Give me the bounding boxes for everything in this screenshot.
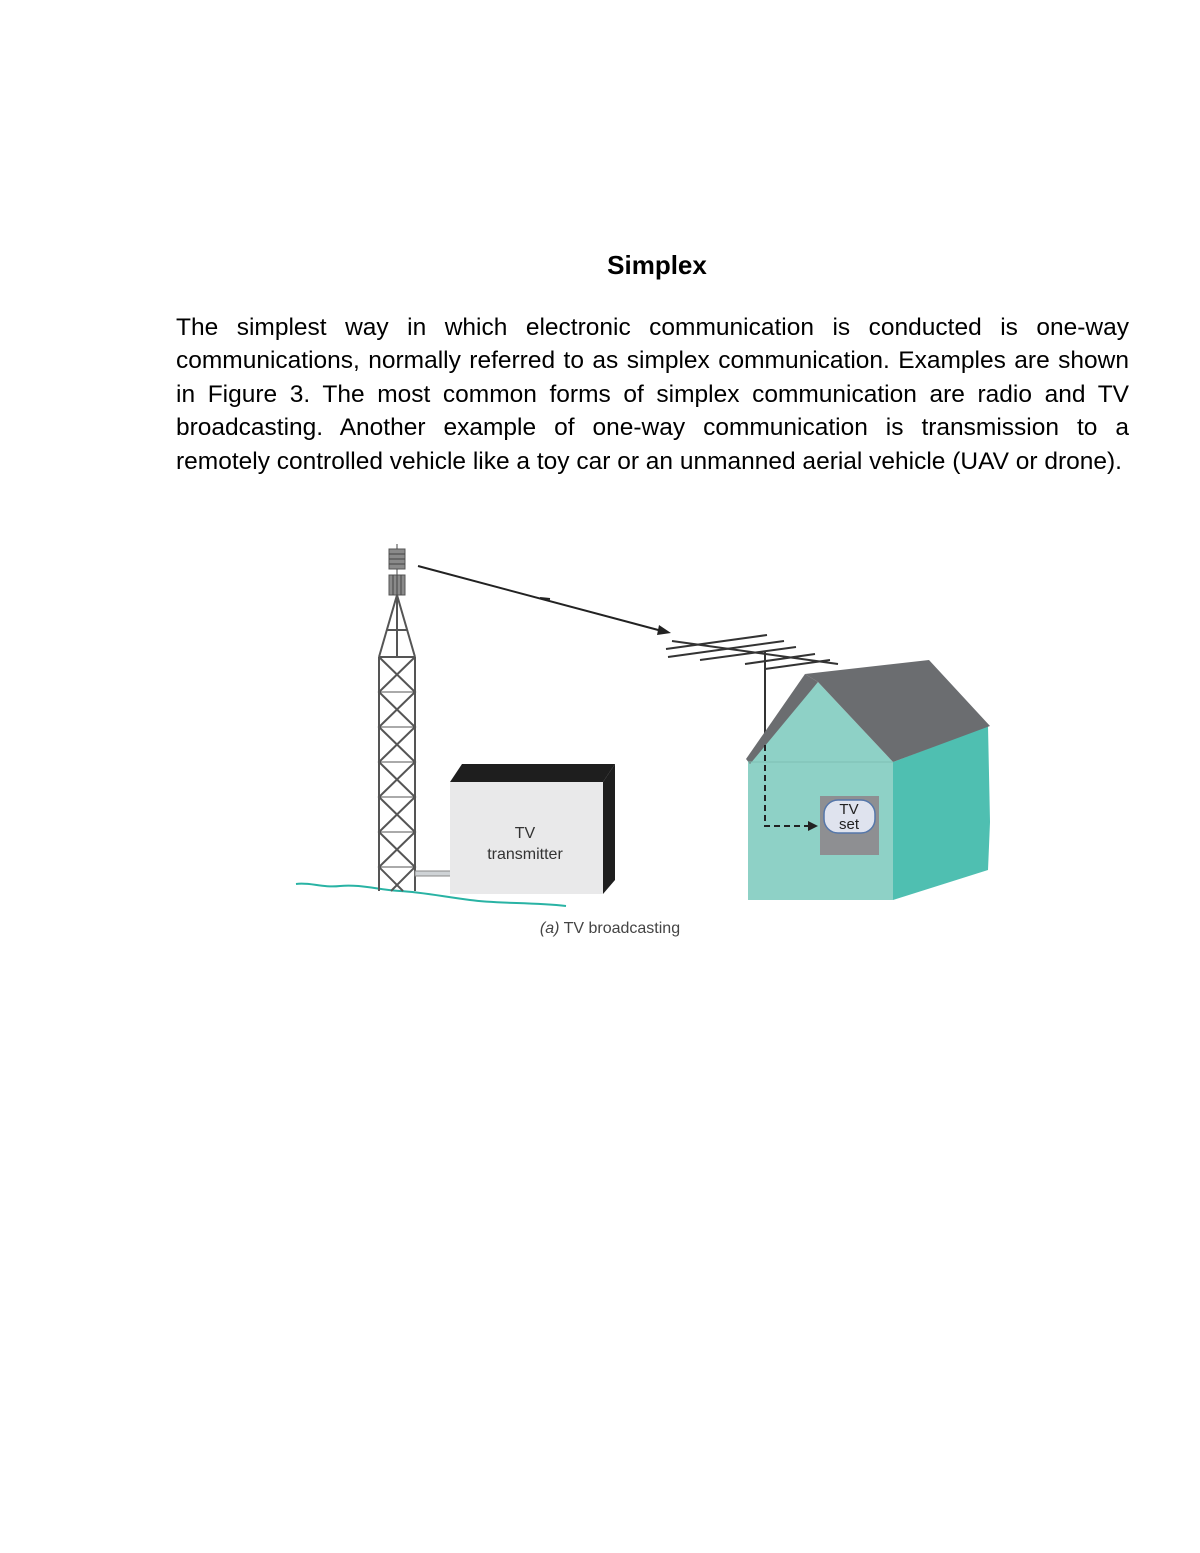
- tower-antenna-icon: [389, 544, 405, 595]
- transmitter-label-line2: transmitter: [487, 846, 563, 863]
- feed-cable: [415, 871, 451, 876]
- house-icon: [746, 660, 990, 900]
- signal-arrow: [418, 566, 671, 635]
- page-title: Simplex: [607, 250, 707, 280]
- figure-caption: [450, 920, 770, 938]
- tv-set-label: [826, 802, 872, 832]
- transmitter-label: [470, 823, 580, 865]
- transmitter-label-line1: TV: [514, 825, 536, 842]
- caption-text: TV broadcasting: [559, 920, 681, 937]
- tv-set-label-line1: TV: [839, 801, 859, 818]
- broadcast-tower-icon: [379, 595, 415, 891]
- tv-set-label-line2: set: [838, 816, 859, 833]
- caption-letter: (a): [539, 920, 560, 937]
- body-paragraph: The simplest way in which electronic communication is conducted is one-way communications, normally referred to as simplex communication. Examples are shown in Figure 3. The most common forms of simplex communication are radio and TV broadcasting. Another example of one-way communication is transmission to a remotely controlled vehicle like a toy car or an unmanned aerial vehicle (UAV or drone).: [176, 314, 1129, 475]
